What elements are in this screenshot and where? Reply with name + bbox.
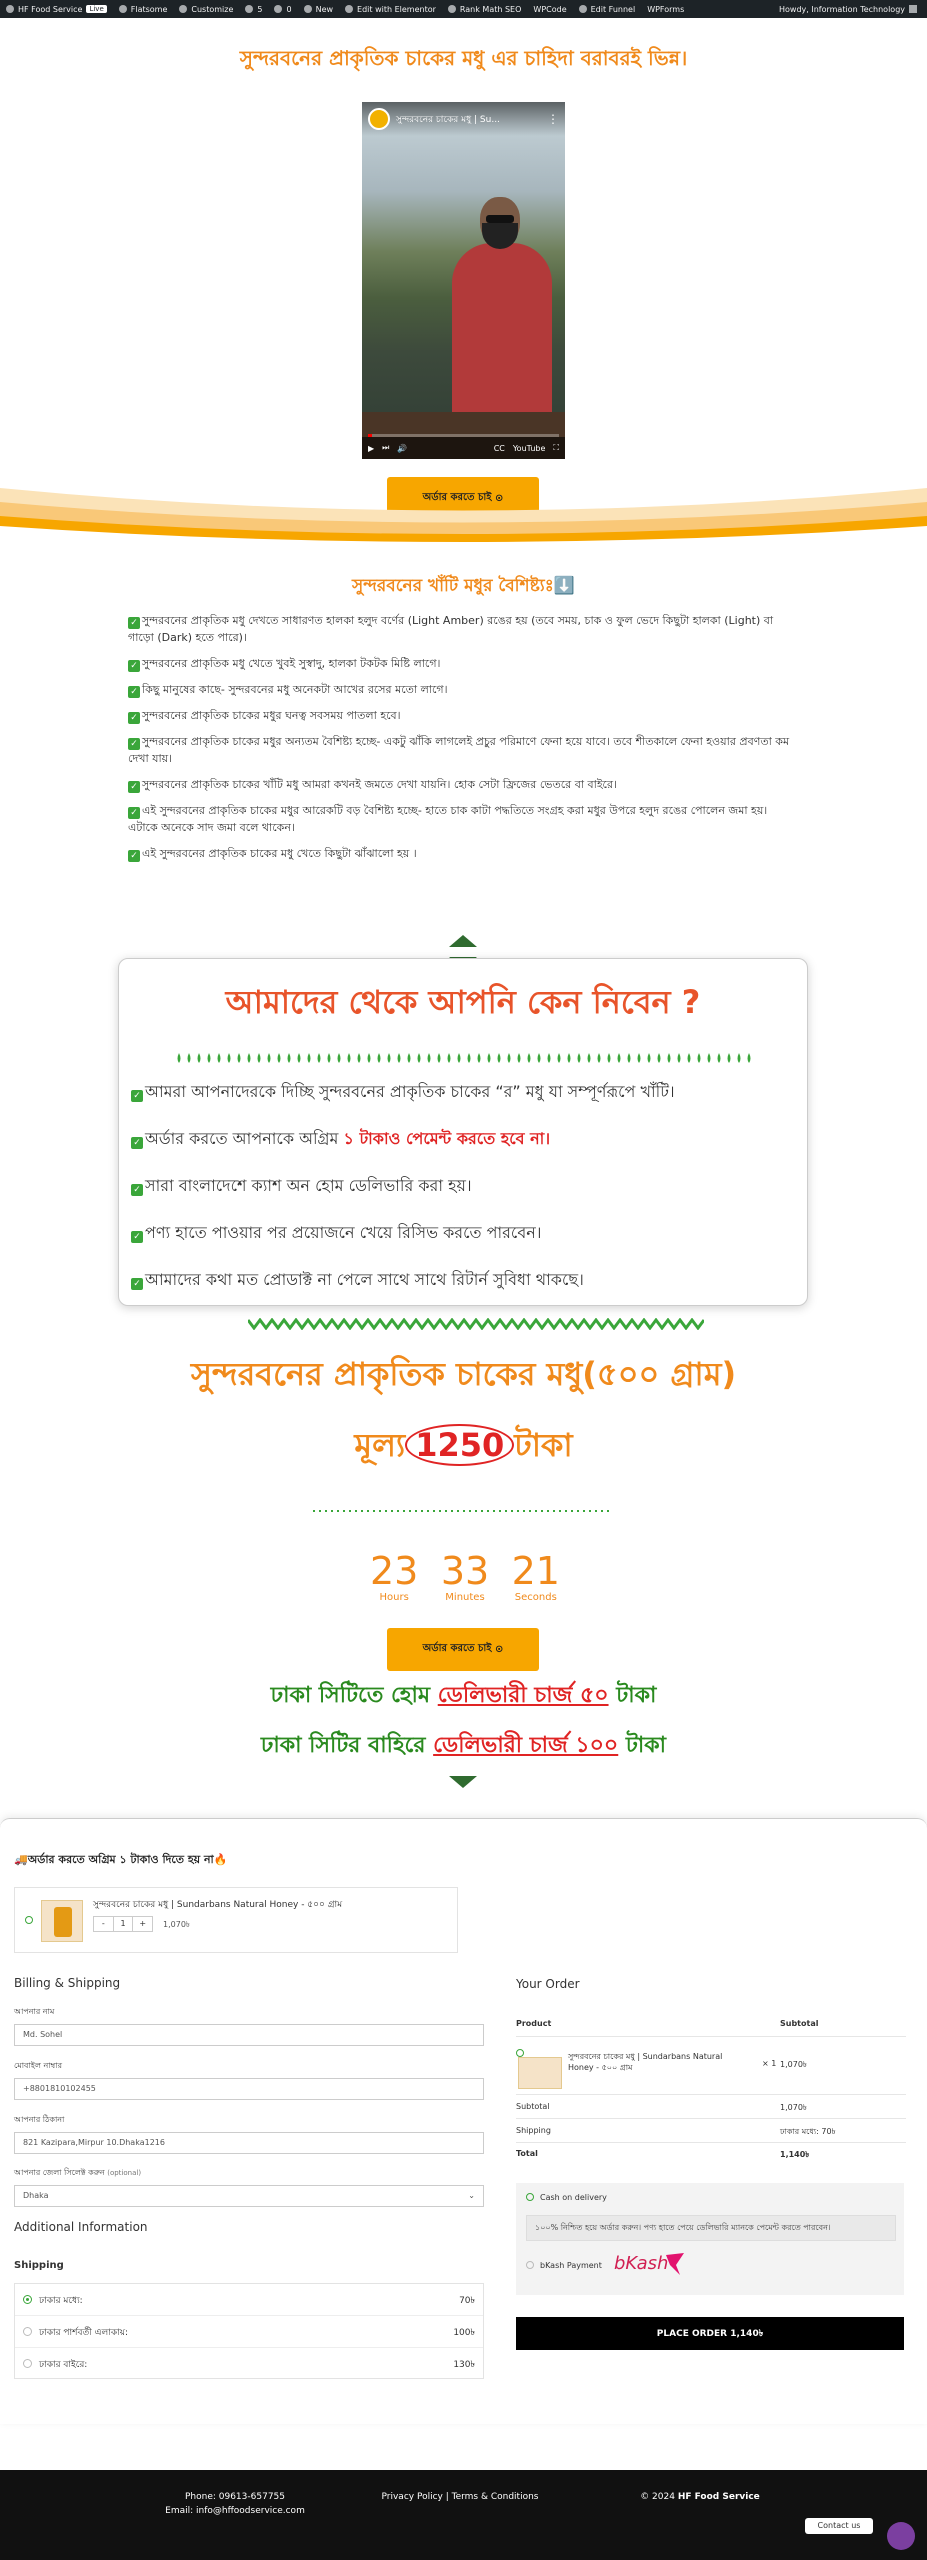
chat-icon[interactable] — [887, 2522, 915, 2550]
dotted-line — [313, 1509, 613, 1513]
admin-bar — [0, 0, 927, 18]
channel-logo[interactable] — [368, 108, 390, 130]
list-item: ✓ সুন্দরবনের প্রাকৃতিক চাকের মধুর ঘনত্ব সবসময় পাতলা হবে। — [128, 707, 800, 724]
radio-selected — [23, 2295, 32, 2304]
footer-links[interactable]: Privacy Policy | Terms & Conditions — [381, 2492, 539, 2502]
bkash-logo: bKash — [614, 2253, 669, 2274]
check-icon: ✓ — [128, 686, 140, 698]
cod-option[interactable]: Cash on delivery — [526, 2193, 607, 2202]
product-price: 1,070৳ — [163, 1920, 190, 1929]
no-advance-notice: 🚚অর্ডার করতে অগ্রিম ১ টাকাও দিতে হয় না🔥 — [14, 1853, 228, 1866]
hero-heading: সুন্দরবনের প্রাকৃতিক চাকের মধু এর চাহিদা বরাবরই ভিন্ন। — [239, 46, 688, 70]
next-icon[interactable]: ⏭ — [382, 443, 390, 452]
video-title-bar — [362, 102, 565, 136]
comment-icon — [274, 5, 282, 13]
list-item: ✓ সুন্দরবনের প্রাকৃতিক মধু দেখতে সাধারণত হালকা হলুদ বর্ণের (Light Amber) রঙের হয় (তবে সময়, চাক ও ফুল ভেদে কিছুটা হালকা (Light) বা গাড়ো (Dark) হতে পারে)। — [128, 614, 774, 644]
order-table — [516, 2013, 906, 2165]
video-controls — [362, 437, 565, 459]
list-item: ✓ সুন্দরবনের প্রাকৃতিক চাকের খাঁটি মধু আমরা কখনই জমতে দেখা যায়নি। হোক সেটা ফ্রিজের ভেতরে বা বাইরে। — [128, 776, 800, 793]
table-row: সুন্দরবনের চাকের মধু | Sundarbans Natural Honey - ৫০০ গ্রাম × 1 1,070৳ — [516, 2037, 906, 2095]
admin-comments[interactable]: 0 — [274, 5, 291, 14]
admin-wpforms[interactable]: WPForms — [647, 4, 685, 14]
phone-label: মোবাইল নাম্বার — [14, 2061, 62, 2070]
additional-info-title: Additional Information — [14, 2220, 148, 2234]
volume-icon[interactable]: 🔊 — [397, 443, 408, 453]
admin-elementor[interactable]: Edit with Elementor — [345, 5, 436, 14]
footer — [0, 2470, 927, 2560]
order-item-thumbnail — [518, 2057, 562, 2089]
price-value: 1250 — [405, 1424, 514, 1466]
countdown-seconds: 21 Seconds — [511, 1549, 560, 1603]
dotted-divider — [174, 1052, 754, 1064]
rankmath-icon — [448, 5, 456, 13]
admin-flatsome[interactable]: Flatsome — [119, 5, 168, 14]
qty-minus-button[interactable]: - — [101, 1919, 105, 1928]
delivery-outside-dhaka: ঢাকা সিটির বাহিরে ডেলিভারী চার্জ ১০০ টাকা — [260, 1733, 667, 1758]
product-name: সুন্দরবনের চাকের মধু | Sundarbans Natural Honey - ৫০০ গ্রাম — [93, 1900, 343, 1910]
check-icon: ✓ — [131, 1137, 143, 1149]
bkash-bird-icon — [664, 2251, 686, 2277]
elementor-icon — [345, 5, 353, 13]
radio — [23, 2327, 32, 2336]
more-vert-icon[interactable]: ⋮ — [547, 112, 559, 126]
features-list — [128, 612, 800, 871]
chevron-down-icon: ⌄ — [468, 2191, 475, 2200]
list-item: ✓ অর্ডার করতে আপনাকে অগ্রিম ১ টাকাও পেমেন্ট করতে হবে না। — [131, 1126, 791, 1153]
countdown-timer — [370, 1550, 560, 1603]
your-order-title: Your Order — [516, 1977, 580, 1991]
table-header: Product Subtotal — [516, 2013, 906, 2037]
email-link[interactable]: Email: info@hffoodservice.com — [165, 2506, 305, 2516]
address-label: আপনার ঠিকানা — [14, 2115, 65, 2124]
avatar — [909, 5, 917, 13]
shipping-option[interactable]: ঢাকার বাইরে: 130৳ — [15, 2348, 483, 2380]
check-icon: ✓ — [128, 712, 140, 724]
why-us-box — [118, 958, 808, 1306]
fullscreen-icon[interactable]: ⛶ — [553, 443, 559, 452]
admin-edit-funnel[interactable]: Edit Funnel — [579, 5, 636, 14]
list-item: ✓ এই সুন্দরবনের প্রাকৃতিক চাকের মধুর আরেকটি বড় বৈশিষ্ট্য হচ্ছে- হাতে চাক কাটা পদ্ধতিতে সংগ্রহ করা মধুর উপরে হলুদ রঙের পোলেন জমা হয়। এটাকে অনেকে সাদ জমা বলে থাকেন। — [128, 804, 768, 834]
order-now-button[interactable]: অর্ডার করতে চাই ⊙ — [387, 477, 539, 520]
footer-copyright: © 2024 HF Food Service — [640, 2492, 760, 2502]
name-label: আপনার নাম — [14, 2007, 55, 2016]
admin-updates[interactable]: 5 — [245, 5, 262, 14]
admin-new[interactable]: New — [304, 5, 333, 14]
admin-customize[interactable]: Customize — [179, 5, 233, 14]
triangle-up-icon — [449, 935, 477, 947]
district-label: আপনার জেলা সিলেক্ট করুন (optional) — [14, 2168, 142, 2177]
delivery-inside-dhaka: ঢাকা সিটিতে হোম ডেলিভারী চার্জ ৫০ টাকা — [270, 1683, 657, 1708]
captions-icon[interactable]: CC — [493, 443, 505, 453]
video-thumbnail-person — [450, 197, 560, 437]
live-badge: Live — [86, 5, 106, 13]
features-title: সুন্দরবনের খাঁটি মধুর বৈশিষ্ট্যঃ⬇️ — [352, 576, 575, 596]
check-icon: ✓ — [128, 807, 140, 819]
shipping-title: Shipping — [14, 2260, 64, 2271]
price-line: মূল্য 1250 টাকা — [354, 1426, 573, 1464]
product-selector-card[interactable] — [14, 1887, 458, 1953]
countdown-hours: 23 Hours — [370, 1549, 419, 1603]
district-select[interactable]: Dhaka ⌄ — [14, 2185, 484, 2207]
admin-account[interactable]: Howdy, Information Technology — [779, 5, 917, 14]
shipping-option[interactable]: ঢাকার মধ্যে: 70৳ — [15, 2284, 483, 2316]
admin-wpcode[interactable]: WPCode — [533, 4, 567, 14]
check-icon: ✓ — [128, 850, 140, 862]
product-radio[interactable] — [25, 1916, 33, 1924]
table-row: Subtotal 1,070৳ — [516, 2095, 906, 2119]
radio — [526, 2261, 534, 2269]
qty-input[interactable]: 1 — [113, 1917, 134, 1931]
contact-us-button[interactable]: Contact us — [805, 2518, 873, 2534]
wordpress-icon — [6, 5, 14, 13]
flatsome-icon — [119, 5, 127, 13]
shipping-options — [14, 2283, 484, 2379]
address-field[interactable]: 821 Kazipara,Mirpur 10.Dhaka1216 — [14, 2132, 484, 2154]
video-player[interactable] — [362, 102, 565, 459]
item-radio — [516, 2049, 524, 2057]
product-title: সুন্দরবনের প্রাকৃতিক চাকের মধু(৫০০ গ্রাম) — [190, 1355, 737, 1393]
check-icon: ✓ — [131, 1184, 143, 1196]
admin-site-link[interactable]: HF Food Service Live — [6, 5, 107, 14]
list-item: ✓ এই সুন্দরবনের প্রাকৃতিক চাকের মধু খেতে কিছুটা ঝাঁঝালো হয় । — [128, 845, 800, 862]
check-icon: ✓ — [131, 1090, 143, 1102]
admin-rankmath[interactable]: Rank Math SEO — [448, 5, 522, 14]
plus-icon — [304, 5, 312, 13]
arrow-circle-icon: ⊙ — [495, 1644, 504, 1655]
table-row: Total 1,140৳ — [516, 2149, 810, 2159]
footer-contact: Phone: 09613-657755 Email: info@hffoodservice.com — [150, 2490, 320, 2518]
why-us-list — [131, 1079, 791, 1314]
countdown-minutes: 33 Minutes — [440, 1549, 490, 1603]
list-item: ✓ কিছু মানুষের কাছে- সুন্দরবনের মধু অনেকটা আখের রসের মতো লাগে। — [128, 681, 800, 698]
quantity-stepper[interactable] — [93, 1916, 153, 1932]
list-item: ✓ সুন্দরবনের প্রাকৃতিক মধু খেতে খুবই সুস্বাদু, হালকা টকটক মিষ্টি লাগে। — [128, 655, 800, 672]
qty-plus-button[interactable]: + — [139, 1919, 147, 1928]
billing-title: Billing & Shipping — [14, 1976, 121, 1990]
list-item: ✓ পণ্য হাতে পাওয়ার পর প্রয়োজনে খেয়ে রিসিভ করতে পারবেন। — [131, 1220, 791, 1247]
place-order-button[interactable]: PLACE ORDER 1,140৳ — [516, 2317, 904, 2350]
check-icon: ✓ — [128, 781, 140, 793]
order-now-button-2[interactable]: অর্ডার করতে চাই ⊙ — [387, 1628, 539, 1671]
check-icon: ✓ — [131, 1231, 143, 1243]
play-icon[interactable]: ▶ — [368, 443, 375, 453]
why-us-title: আমাদের থেকে আপনি কেন নিবেন ? — [225, 983, 701, 1021]
phone-field[interactable]: +8801810102455 — [14, 2078, 484, 2100]
check-icon: ✓ — [128, 617, 140, 629]
shipping-option[interactable]: ঢাকার পার্শবর্তী এলাকায়: 100৳ — [15, 2316, 483, 2348]
triangle-down-icon — [449, 1776, 477, 1788]
refresh-icon — [245, 5, 253, 13]
radio — [23, 2359, 32, 2368]
zigzag-divider — [248, 1318, 704, 1330]
video-title[interactable]: সুন্দরবনের চাকের মধু | Su... — [396, 114, 500, 125]
table-row: Shipping ঢাকার মধ্যে: 70৳ — [516, 2119, 906, 2143]
radio-selected — [526, 2193, 534, 2201]
wave-divider — [0, 488, 927, 558]
funnel-icon — [579, 5, 587, 13]
payment-methods — [516, 2183, 904, 2295]
cod-note: ১০০% নিশ্চিত হয়ে অর্ডার করুন। পণ্য হাতে পেয়ে ডেলিভারি ম্যানকে পেমেন্ট করতে পারবেন। — [526, 2215, 896, 2241]
check-icon: ✓ — [131, 1278, 143, 1290]
list-item: ✓ সুন্দরবনের প্রাকৃতিক চাকের মধুর অন্যতম বৈশিষ্ট্য হচ্ছে- একটু ঝাঁকি লাগলেই প্রচুর পরিমাণে ফেনা হয়ে যাবে। তবে শীতকালে ফেনা হওয়ার প্রবণতা কম দেখা যায়। — [128, 735, 790, 765]
name-field[interactable]: Md. Sohel — [14, 2024, 484, 2046]
list-item: ✓ সারা বাংলাদেশে ক্যাশ অন হোম ডেলিভারি করা হয়। — [131, 1173, 791, 1200]
brush-icon — [179, 5, 187, 13]
check-icon: ✓ — [128, 738, 140, 750]
list-item: ✓ আমাদের কথা মত প্রোডাক্ট না পেলে সাথে সাথে রিটার্ন সুবিধা থাকছে। — [131, 1267, 791, 1294]
check-icon: ✓ — [128, 660, 140, 672]
product-thumbnail — [41, 1900, 83, 1942]
list-item: ✓ আমরা আপনাদেরকে দিচ্ছি সুন্দরবনের প্রাকৃতিক চাকের “র” মধু যা সম্পূর্ণরূপে খাঁটি। — [131, 1079, 791, 1106]
youtube-logo[interactable]: YouTube — [512, 443, 546, 453]
bkash-option[interactable]: bKash Payment — [526, 2261, 602, 2270]
arrow-circle-icon: ⊙ — [495, 493, 504, 504]
